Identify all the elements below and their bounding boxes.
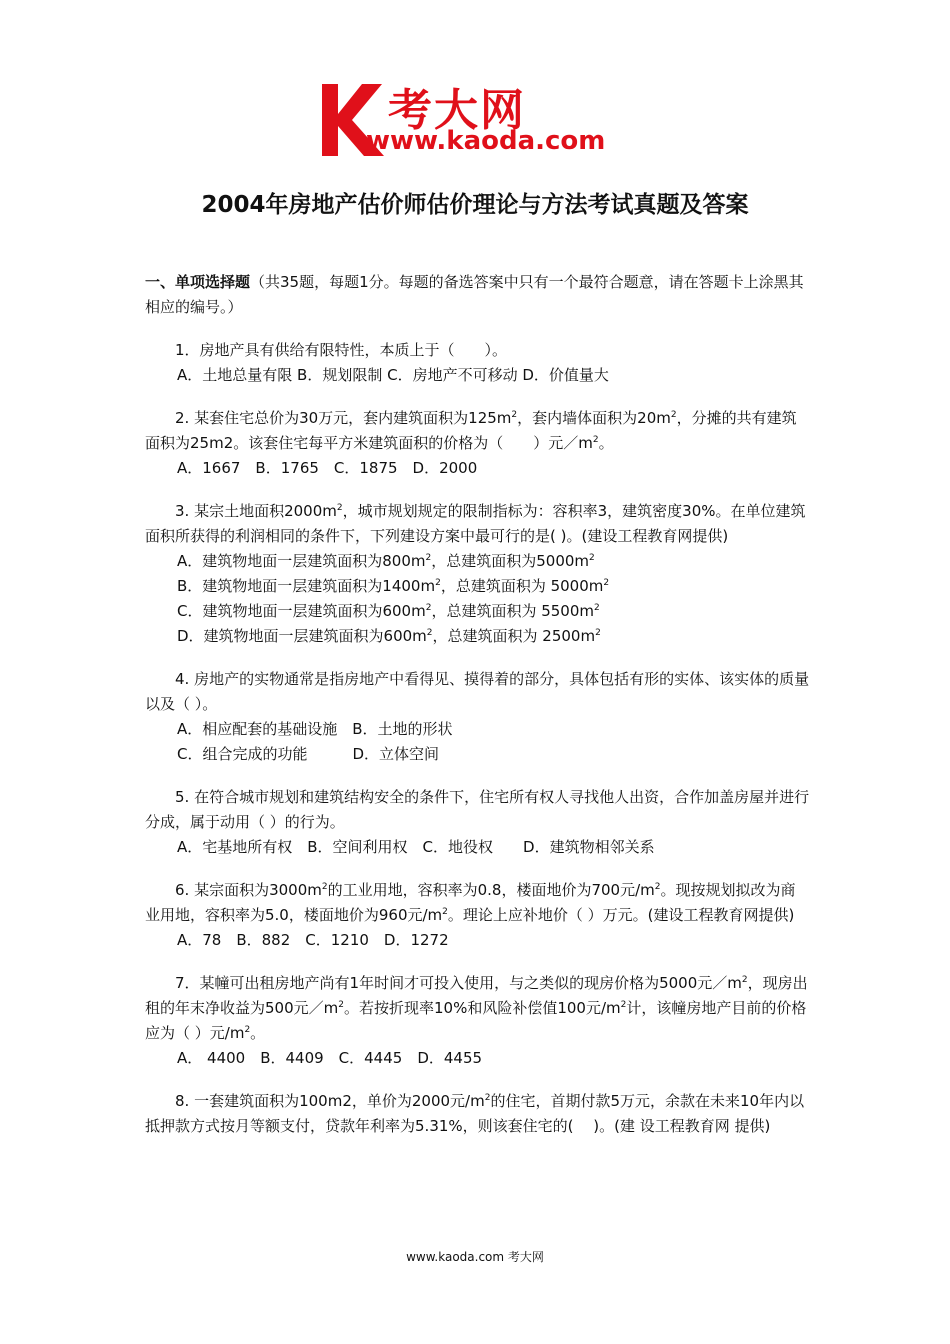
question-1 — [145, 338, 810, 388]
text-run: 计，该幢房地产目前的价格应为（ ）元/m — [145, 999, 807, 1042]
answer-options — [145, 1046, 810, 1071]
text-run: 。 — [250, 1024, 266, 1042]
superscript: 2 — [426, 628, 433, 638]
question-stem — [145, 406, 810, 456]
superscript: 2 — [435, 578, 441, 588]
section-description: （共35题，每题1分。每题的备选答案中只有一个最符合题意，请在答题卡上涂黑其相应的编号。） — [145, 273, 804, 316]
text-run: A．78 B．882 C．1210 D．1272 — [177, 931, 449, 949]
question-stem — [145, 971, 810, 1046]
superscript: 2 — [603, 578, 610, 588]
superscript: 2 — [336, 503, 343, 513]
text-run: ，总建筑面积为 5500m — [431, 602, 595, 620]
text-run: 5. 在符合城市规划和建筑结构安全的条件下，住宅所有权人寻找他人出资，合作加盖房屋并进行分成，属于动用（ ）的行为。 — [145, 788, 810, 831]
superscript: 2 — [594, 603, 600, 613]
superscript: 2 — [425, 553, 432, 563]
text-run: 4. 房地产的实物通常是指房地产中看得见、摸得着的部分，具体包括有形的实体、该实体的质量以及（ ）。 — [145, 670, 810, 713]
text-run: B．建筑物地面一层建筑面积为1400m — [177, 577, 436, 595]
text-run: A．土地总量有限 B．规划限制 C．房地产不可移动 D．价值量大 — [177, 366, 609, 384]
text-run: 8. 一套建筑面积为100m2，单价为2000元/m — [175, 1092, 485, 1110]
text-run: A．1667 B．1765 C．1875 D．2000 — [177, 459, 478, 477]
text-run: C．建筑物地面一层建筑面积为600m — [177, 602, 426, 620]
superscript: 2 — [442, 907, 448, 917]
superscript: 2 — [741, 975, 748, 985]
document-body — [145, 270, 810, 1157]
superscript: 2 — [321, 882, 328, 892]
question-2 — [145, 406, 810, 481]
logo-url-text: www.kaoda.com — [366, 126, 606, 156]
text-run: 的住宅，首期付款5万元，余款在未来10年内以抵押款方式按月等额支付，贷款年利率为5.31%，则该套住宅的( )。(建 设工程教育网 提供) — [145, 1092, 805, 1135]
superscript: 2 — [511, 410, 518, 420]
answer-options — [145, 742, 810, 767]
superscript: 2 — [670, 410, 677, 420]
text-run: ，分摊的共有建筑面积为25m2。该套住宅每平方米建筑面积的价格为（ ）元／m — [145, 409, 797, 452]
superscript: 2 — [484, 1093, 491, 1103]
superscript: 2 — [654, 882, 661, 892]
text-run: A．宅基地所有权 B．空间利用权 C．地役权 D．建筑物相邻关系 — [177, 838, 655, 856]
page-title: 2004年房地产估价师估价理论与方法考试真题及答案 — [201, 192, 749, 218]
answer-options — [145, 599, 810, 624]
text-run: D．建筑物地面一层建筑面积为600m — [177, 627, 427, 645]
question-list — [145, 338, 810, 1139]
section-intro — [145, 270, 810, 320]
answer-options — [145, 624, 810, 649]
question-stem — [145, 667, 810, 717]
text-run: 的工业用地，容积率为0.8，楼面地价为700元/m — [327, 881, 655, 899]
superscript: 2 — [620, 1000, 627, 1010]
section-label: 一、单项选择题 — [145, 273, 251, 291]
text-run: ，套内墙体面积为20m — [517, 409, 671, 427]
text-run: ，总建筑面积为 5000m — [440, 577, 604, 595]
superscript: 2 — [595, 628, 601, 638]
superscript: 2 — [592, 435, 599, 445]
page-footer: www.kaoda.com 考大网 — [406, 1250, 544, 1264]
answer-options — [145, 835, 810, 860]
superscript: 2 — [244, 1025, 251, 1035]
answer-options — [145, 717, 810, 742]
answer-options — [145, 549, 810, 574]
question-4 — [145, 667, 810, 767]
answer-options — [145, 363, 810, 388]
question-7 — [145, 971, 810, 1071]
text-run: ，总建筑面积为 2500m — [432, 627, 596, 645]
text-run: A．相应配套的基础设施 B．土地的形状 — [177, 720, 453, 738]
question-6 — [145, 878, 810, 953]
question-stem — [145, 878, 810, 928]
superscript: 2 — [589, 553, 595, 563]
text-run: A． 4400 B．4409 C．4445 D．4455 — [177, 1049, 483, 1067]
superscript: 2 — [338, 1000, 344, 1010]
text-run: 2. 某套住宅总价为30万元，套内建筑面积为125m — [175, 409, 512, 427]
text-run: ，现房出租的年末净收益为500元／m — [145, 974, 808, 1017]
question-8 — [145, 1089, 810, 1139]
question-3 — [145, 499, 810, 649]
answer-options — [145, 456, 810, 481]
text-run: ，城市规划规定的限制指标为：容积率3，建筑密度30%。在单位建筑面积所获得的利润相同的条件下，下列建设方案中最可行的是( )。(建设工程教育网提供) — [145, 502, 806, 545]
text-run: 6. 某宗面积为3000m — [175, 881, 322, 899]
question-5 — [145, 785, 810, 860]
text-run: 。现按规划拟改为商业用地，容积率为5.0，楼面地价为960元/m — [145, 881, 796, 924]
kaoda-logo — [318, 80, 648, 162]
text-run: 。理论上应补地价（ ）万元。(建设工程教育网提供) — [447, 906, 795, 924]
question-stem — [145, 785, 810, 835]
text-run: 。 — [598, 434, 614, 452]
logo-brand-text: 考大网 — [388, 85, 526, 136]
text-run: 1．房地产具有供给有限特性，本质上于（ ）。 — [175, 341, 508, 359]
text-run: 3. 某宗土地面积2000m — [175, 502, 337, 520]
text-run: C．组合完成的功能 D．立体空间 — [177, 745, 440, 763]
text-run: 。若按折现率10%和风险补偿值100元/m — [343, 999, 621, 1017]
question-stem — [145, 499, 810, 549]
text-run: 7．某幢可出租房地产尚有1年时间才可投入使用，与之类似的现房价格为5000元／m — [175, 974, 742, 992]
answer-options — [145, 574, 810, 599]
superscript: 2 — [425, 603, 432, 613]
question-stem — [145, 1089, 810, 1139]
question-stem — [145, 338, 810, 363]
text-run: A．建筑物地面一层建筑面积为800m — [177, 552, 426, 570]
text-run: ，总建筑面积为5000m — [431, 552, 590, 570]
answer-options — [145, 928, 810, 953]
